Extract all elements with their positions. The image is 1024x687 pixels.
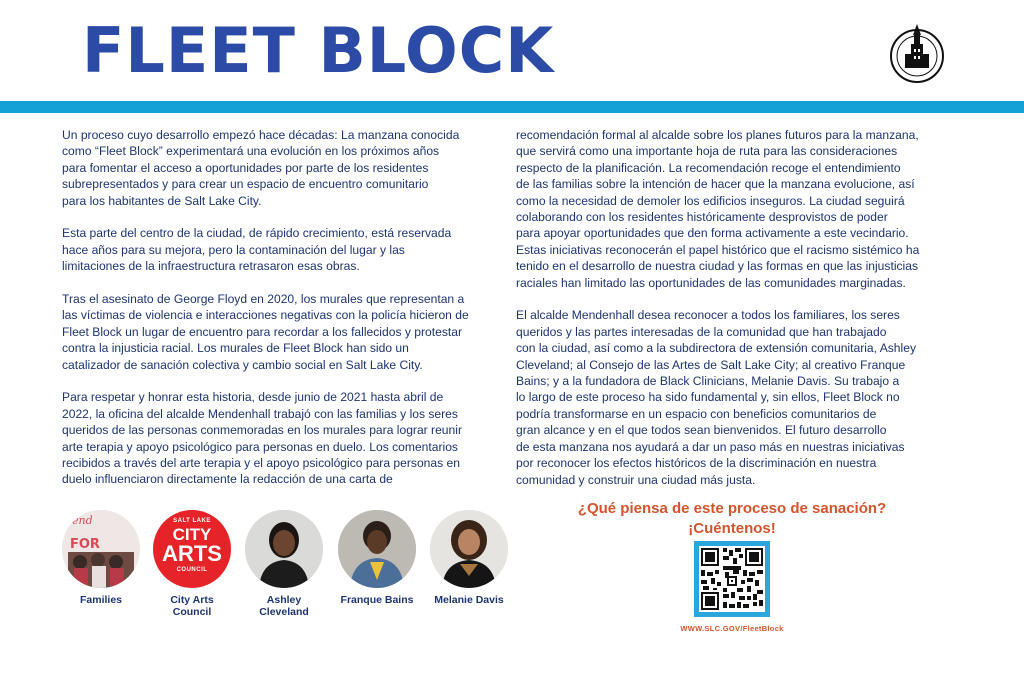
paragraph: Un proceso cuyo desarrollo empezó hace décadas: La manzana conocida como “Fleet Block” experimentará una evolución en los próximos años para fomentar el acceso a oportunidades por parte de los residentes subrepresentados y para crear un espacio de encuentro comunitario para los habitantes de Salt Lake City. [62, 128, 460, 208]
franque-bains-photo [338, 510, 416, 588]
page-title: FLEET BLOCK [82, 14, 555, 87]
credit-label: Families [79, 594, 123, 606]
body-column-left [62, 127, 506, 504]
credit-franque-bains [331, 510, 423, 606]
qr-code[interactable] [694, 541, 770, 617]
cta-invite: ¡Cuéntenos! [688, 520, 776, 537]
credit-families [55, 510, 147, 606]
body-column-right [516, 127, 964, 504]
logo-text: ARTS [162, 541, 222, 566]
credit-label: Franque Bains [340, 594, 414, 606]
svg-text:end: end [72, 514, 93, 527]
paragraph: Para respetar y honrar esta historia, desde junio de 2021 hasta abril de 2022, la oficina del alcalde Mendenhall trabajó con las familias y los seres queridos de las personas conmemoradas en los murales para lograr reunir arte terapia y apoyo psicológico para personas en duelo. Los comentarios recibidos a través del arte terapia y el apoyo psicológico para personas en duelo influenciaron directamente la redacción de una carta de [62, 390, 462, 487]
paragraph: El alcalde Mendenhall desea reconocer a todos los familiares, los seres queridos y las partes interesadas de la comunidad que han trabajado con la ciudad, así como a la subdirectora de extensión comunitaria, Ashley Cleveland; al Consejo de las Artes de Salt Lake City; al creativo Franque Bains; y a la fundadora de Black Clinicians, Melanie Davis. Su trabajo a lo largo de este proceso ha sido fundamental y, sin ellos, Fleet Block no podría transformarse en un espacio con beneficios comunitarios de gran alcance y en el que todos sean bienvenidos. El futuro desarrollo de esta manzana nos ayudará a dar un paso más en nuestras iniciativas por reconocer los efectos históricos de la discriminación en nuestra comunidad y construir una ciudad más justa. [516, 308, 916, 487]
credit-label: Ashley Cleveland [259, 594, 309, 618]
families-photo-art [62, 510, 140, 588]
melanie-davis-photo [430, 510, 508, 588]
credit-label: Melanie Davis [434, 594, 504, 606]
cta-question: ¿Qué piensa de este proceso de sanación? [577, 500, 887, 517]
credit-melanie-davis [423, 510, 515, 606]
portrait-art [430, 510, 508, 588]
city-arts-council-logo [153, 510, 231, 588]
logo-text: SALT LAKE [173, 518, 211, 524]
ashley-cleveland-photo [245, 510, 323, 588]
call-to-action [520, 499, 944, 539]
families-photo [62, 510, 140, 588]
salt-lake-city-seal-icon [888, 22, 946, 86]
qr-code-icon [699, 546, 765, 612]
paragraph: Tras el asesinato de George Floyd en 2020, los murales que representan a las víctimas de violencia e interacciones negativas con la policía hicieron de Fleet Block un lugar de encuentro para recordar a los fallecidos y protestar contra la injusticia racial. Los murales de Fleet Block han sido un catalizador de sanación colectiva y cambio social en Salt Lake City. [62, 292, 469, 372]
logo-text: COUNCIL [176, 567, 208, 573]
credit-city-arts-council [146, 510, 238, 618]
paragraph: recomendación formal al alcalde sobre los planes futuros para la manzana, que servirá como una importante hoja de ruta para las consideraciones respecto de la planificación. La recomendación recoge el entendimiento de las familias sobre la intención de hacer que la manzana evolucione, así como la necesidad de demoler los edificios inseguros. La ciudad seguirá colaborando con los residentes históricamente desprovistos de poder para apoyar oportunidades que den forma activamente a este vecindario. Estas iniciativas reconocerán el papel histórico que el racismo sistémico ha tenido en el desarrollo de nuestra ciudad y las formas en que las injusticias raciales han limitado las oportunidades de las comunidades marginadas. [516, 128, 920, 290]
portrait-art [245, 510, 323, 588]
credit-label: City Arts Council [170, 594, 214, 618]
paragraph: Esta parte del centro de la ciudad, de rápido crecimiento, está reservada hace años para su mejora, pero la contaminación del lugar y las limitaciones de la infraestructura retrasaron esas obras. [62, 226, 452, 274]
svg-text:FOR: FOR [70, 537, 100, 552]
logo-text: CITY [172, 525, 212, 544]
fleet-block-url-link[interactable]: WWW.SLC.GOV/FleetBlock [680, 624, 784, 633]
header-band [0, 101, 1024, 113]
credit-ashley-cleveland [238, 510, 330, 618]
portrait-art [338, 510, 416, 588]
